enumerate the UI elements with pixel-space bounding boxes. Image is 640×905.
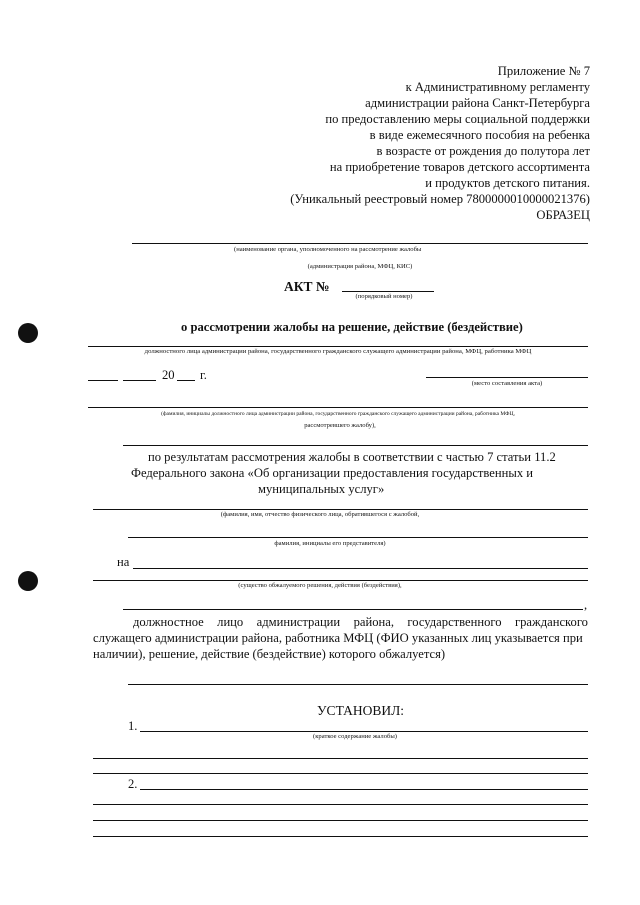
reviewer-line-2[interactable] [123,445,588,446]
place-caption: (место составления акта) [471,380,543,387]
appendix-line-3: администрации района Санкт-Петербурга [365,96,590,110]
date-year-suffix: г. [200,368,207,382]
appendix-line-5: в виде ежемесячного пособия на ребенка [369,128,590,142]
act-title: АКТ № [284,279,330,294]
official-line-1 [133,614,588,631]
date-day-line[interactable] [88,380,118,381]
organ-name-line[interactable] [132,243,588,244]
item-2-line-2[interactable] [93,804,588,805]
reviewer-line[interactable] [88,407,588,408]
date-month-line[interactable] [123,380,156,381]
applicant-rep-caption: фамилия, инициалы его представителя) [274,540,386,547]
official-word: лицо [217,615,244,629]
item-2-number: 2. [128,777,138,791]
results-line-2: Федерального закона «Об организации предоставления государственных и [131,466,534,480]
blank-line[interactable] [128,684,588,685]
appendix-line-4: по предоставлению меры социальной поддержки [325,112,590,126]
binder-hole-bottom [18,571,38,591]
established-heading: УСТАНОВИЛ: [317,703,405,718]
item-1-line-2[interactable] [93,758,588,759]
reviewer-caption-2: рассмотревшего жалобу), [304,422,376,429]
applicant-line[interactable] [93,509,588,510]
appeal-caption: (существо обжалуемого решения, действия (бездействия), [238,582,402,589]
date-year-prefix: 20 [162,368,175,382]
act-subject: о рассмотрении жалобы на решение, действие (бездействие) [181,320,523,334]
applicant-rep-line[interactable] [128,537,588,538]
item-2-line-4[interactable] [93,836,588,837]
act-number-line[interactable] [342,291,434,292]
appeal-line-2[interactable] [93,580,588,581]
item-1-caption: (краткое содержание жалобы) [313,733,397,740]
official-line[interactable] [88,346,588,347]
official-word: должностное [133,615,204,629]
place-line[interactable] [426,377,588,378]
date-year-line[interactable] [177,380,195,381]
appendix-line-7: на приобретение товаров детского ассортимента [329,160,590,174]
appendix-line-8: и продуктов детского питания. [425,176,590,190]
appeal-line-3[interactable] [123,609,583,610]
official-word: администрации [256,615,341,629]
appendix-line-6: в возрасте от рождения до полутора лет [376,144,590,158]
item-2-line[interactable] [140,789,588,790]
organ-caption: (наименование органа, уполномоченного на рассмотрение жалобы [234,246,422,253]
item-2-line-3[interactable] [93,820,588,821]
appeal-comma: , [584,598,588,612]
official-line-3: наличии), решение, действие (бездействие) которого обжалуется) [93,647,446,661]
results-line-1: по результатам рассмотрения жалобы в соответствии с частью 7 статьи 11.2 [148,450,556,464]
appeal-on-label: на [117,555,130,569]
appendix-line-2: к Административному регламенту [405,80,590,94]
act-number-caption: (порядковый номер) [355,293,413,300]
reviewer-caption: (фамилия, инициалы должностного лица администрации района, государственного гражданского служащего администрации района, работника МФЦ, [161,411,515,417]
applicant-caption: (фамилия, имя, отчество физического лица, обратившегося с жалобой, [220,511,420,518]
official-word: района, [353,615,394,629]
registry-number: (Уникальный реестровый номер 7800000010000021376) [290,192,590,206]
item-1-number: 1. [128,719,138,733]
appeal-line[interactable] [133,568,588,569]
organ-caption-2: (администрация района, МФЦ, КИС) [307,263,413,270]
official-caption: должностного лица администрации района, государственного гражданского служащего администрации района, МФЦ, работника МФЦ [144,348,532,355]
binder-hole-top [18,323,38,343]
official-word: государственного [407,615,502,629]
sample-label: ОБРАЗЕЦ [536,208,590,222]
item-1-line[interactable] [140,731,588,732]
appendix-line-1: Приложение № 7 [497,64,590,78]
results-line-3: муниципальных услуг» [258,482,385,496]
official-line-2: служащего администрации района, работника МФЦ (ФИО указанных лиц указывается при [93,631,583,645]
item-1-line-3[interactable] [93,773,588,774]
official-word: гражданского [514,615,588,629]
